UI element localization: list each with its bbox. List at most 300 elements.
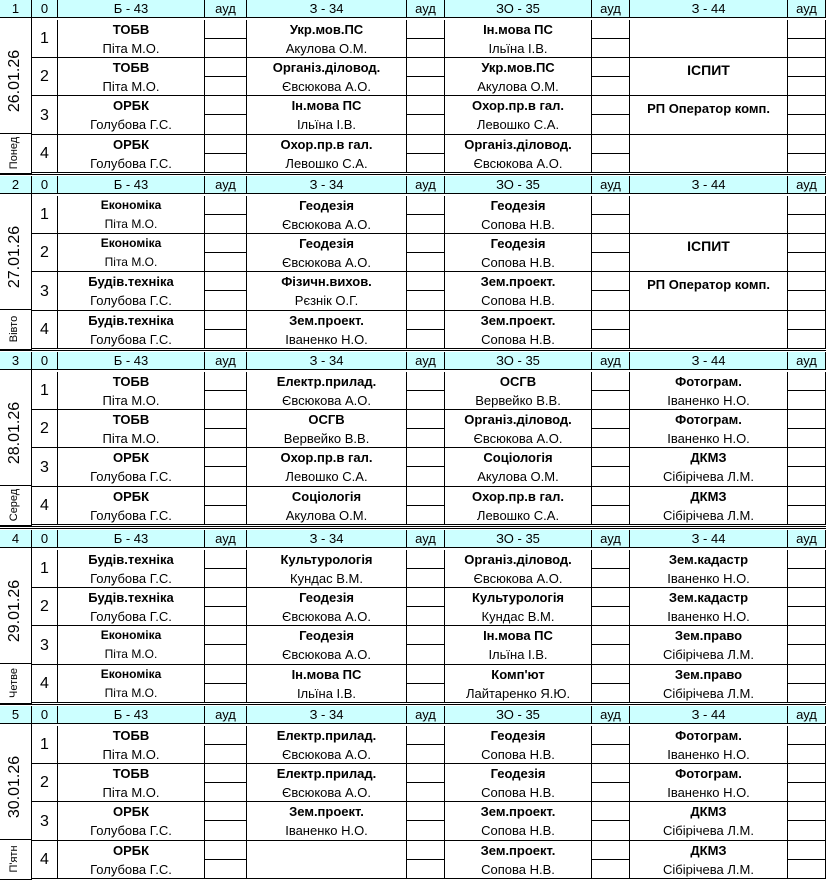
- teacher-name: Іваненко Н.О.: [247, 330, 407, 349]
- room-cell: [592, 253, 630, 272]
- room-cell: [788, 745, 826, 764]
- lesson-number: 4: [32, 665, 58, 703]
- lesson-number: 2: [32, 764, 58, 802]
- day-number: 3: [0, 352, 32, 370]
- teacher-name: Євсюкова А.О.: [445, 569, 592, 588]
- room-cell: [407, 764, 445, 783]
- subject-name: ОРБК: [58, 802, 205, 821]
- room-cell: [592, 39, 630, 58]
- room-cell: [205, 215, 247, 234]
- subject-name: Геодезія: [445, 234, 592, 253]
- room-header: ауд: [205, 352, 247, 370]
- room-cell: [205, 860, 247, 879]
- room-cell: [592, 467, 630, 487]
- teacher-name: Піта М.О.: [58, 39, 205, 58]
- teacher-name: Євсюкова А.О.: [247, 391, 407, 410]
- subject-name: [630, 311, 788, 330]
- room-cell: [407, 645, 445, 665]
- teacher-name: Сопова Н.В.: [445, 291, 592, 311]
- room-cell: [788, 291, 826, 311]
- room-cell: [205, 448, 247, 467]
- lesson-number: 4: [32, 135, 58, 173]
- room-header: ауд: [788, 0, 826, 18]
- subject-name: Охор.пр.в гал.: [445, 96, 592, 115]
- teacher-name: Акулова О.М.: [445, 77, 592, 96]
- teacher-name: Іваненко Н.О.: [630, 783, 788, 802]
- room-cell: [205, 607, 247, 626]
- subject-name: Геодезія: [247, 626, 407, 645]
- room-cell: [592, 841, 630, 860]
- room-cell: [788, 626, 826, 645]
- room-cell: [407, 550, 445, 569]
- header-row: [0, 352, 826, 370]
- room-cell: [788, 841, 826, 860]
- room-cell: [407, 467, 445, 487]
- teacher-name: Іваненко Н.О.: [247, 821, 407, 841]
- subject-name: ТОБВ: [58, 764, 205, 783]
- room-cell: [788, 569, 826, 588]
- weekday-label: П'ятн: [8, 845, 20, 873]
- room-cell: [788, 96, 826, 115]
- room-cell: [205, 39, 247, 58]
- room-header: ауд: [407, 352, 445, 370]
- room-header: ауд: [788, 352, 826, 370]
- room-cell: [788, 154, 826, 173]
- weekday-divider: [0, 663, 32, 664]
- room-cell: [592, 821, 630, 841]
- teacher-name: Лайтаренко Я.Ю.: [445, 684, 592, 703]
- room-cell: [205, 272, 247, 291]
- teacher-name: Акулова О.М.: [247, 506, 407, 525]
- subject-name: Зем.проект.: [247, 311, 407, 330]
- room-header: ауд: [407, 0, 445, 18]
- group-header: Б - 43: [58, 176, 205, 194]
- subject-name: Зем.кадастр: [630, 588, 788, 607]
- lesson-number: 1: [32, 20, 58, 58]
- date-label: 27.01.26: [6, 225, 23, 289]
- room-cell: [788, 77, 826, 96]
- subject-name: Фотограм.: [630, 726, 788, 745]
- teacher-name: Голубова Г.С.: [58, 821, 205, 841]
- teacher-name: Євсюкова А.О.: [247, 607, 407, 626]
- header-row: [0, 176, 826, 194]
- subject-name: Економіка: [58, 234, 205, 253]
- subject-name: Економіка: [58, 665, 205, 684]
- subject-name: Зем.право: [630, 665, 788, 684]
- subject-name: Зем.кадастр: [630, 550, 788, 569]
- teacher-name: Піта М.О.: [58, 684, 205, 703]
- subject-name: Ін.мова ПС: [247, 665, 407, 684]
- room-cell: [407, 115, 445, 135]
- group-header: ЗО - 35: [445, 176, 592, 194]
- lesson-zero: 0: [32, 176, 58, 194]
- teacher-name: Голубова Г.С.: [58, 467, 205, 487]
- subject-name: ОРБК: [58, 448, 205, 467]
- subject-name: Комп'ют: [445, 665, 592, 684]
- room-cell: [205, 726, 247, 745]
- room-cell: [592, 783, 630, 802]
- group-header: З - 34: [247, 530, 407, 548]
- room-cell: [592, 115, 630, 135]
- teacher-name: Сібірічева Л.М.: [630, 645, 788, 665]
- exam-cell: ІСПИТ: [630, 58, 788, 96]
- teacher-name: Іваненко Н.О.: [630, 429, 788, 448]
- room-cell: [205, 487, 247, 506]
- subject-name: Геодезія: [247, 588, 407, 607]
- room-cell: [592, 569, 630, 588]
- teacher-name: Іваненко Н.О.: [630, 745, 788, 764]
- room-cell: [205, 645, 247, 665]
- subject-name: Охор.пр.в гал.: [247, 135, 407, 154]
- teacher-name: Євсюкова А.О.: [247, 77, 407, 96]
- room-header: ауд: [788, 176, 826, 194]
- room-header: ауд: [205, 0, 247, 18]
- room-cell: [788, 215, 826, 234]
- room-cell: [407, 821, 445, 841]
- room-cell: [407, 626, 445, 645]
- room-cell: [407, 77, 445, 96]
- subject-name: Фотограм.: [630, 410, 788, 429]
- room-cell: [205, 745, 247, 764]
- room-header: ауд: [788, 706, 826, 724]
- subject-name: Укр.мов.ПС: [445, 58, 592, 77]
- group-header: З - 44: [630, 0, 788, 18]
- group-header: З - 34: [247, 176, 407, 194]
- room-cell: [592, 726, 630, 745]
- subject-name: ТОБВ: [58, 58, 205, 77]
- room-cell: [407, 745, 445, 764]
- weekday-label: Четве: [8, 668, 20, 698]
- group-header: Б - 43: [58, 530, 205, 548]
- room-cell: [407, 311, 445, 330]
- room-cell: [407, 665, 445, 684]
- lesson-zero: 0: [32, 706, 58, 724]
- room-cell: [205, 550, 247, 569]
- teacher-name: [630, 215, 788, 234]
- teacher-name: Євсюкова А.О.: [247, 253, 407, 272]
- room-cell: [592, 135, 630, 154]
- room-cell: [788, 467, 826, 487]
- group-header: З - 34: [247, 0, 407, 18]
- room-cell: [205, 588, 247, 607]
- room-cell: [788, 783, 826, 802]
- room-cell: [592, 410, 630, 429]
- teacher-name: Рєзнік О.Г.: [247, 291, 407, 311]
- teacher-name: Іваненко Н.О.: [630, 391, 788, 410]
- subject-name: Зем.право: [630, 626, 788, 645]
- day-number: 1: [0, 0, 32, 18]
- room-cell: [407, 588, 445, 607]
- group-header: З - 34: [247, 352, 407, 370]
- teacher-name: Сопова Н.В.: [445, 253, 592, 272]
- teacher-name: Сопова Н.В.: [445, 745, 592, 764]
- room-cell: [407, 272, 445, 291]
- teacher-name: Піта М.О.: [58, 215, 205, 234]
- room-cell: [788, 764, 826, 783]
- room-cell: [407, 487, 445, 506]
- date-column: [0, 194, 32, 350]
- room-cell: [788, 391, 826, 410]
- subject-name: Організ.діловод.: [445, 135, 592, 154]
- subject-name: ДКМЗ: [630, 802, 788, 821]
- teacher-name: Левошко С.А.: [445, 506, 592, 525]
- room-cell: [592, 745, 630, 764]
- teacher-name: Левошко С.А.: [445, 115, 592, 135]
- group-header: З - 44: [630, 706, 788, 724]
- room-cell: [788, 135, 826, 154]
- subject-name: Фотограм.: [630, 764, 788, 783]
- subject-name: Електр.прилад.: [247, 726, 407, 745]
- lesson-number: 4: [32, 841, 58, 879]
- subject-name: [247, 841, 407, 860]
- room-cell: [592, 684, 630, 703]
- teacher-name: Сібірічева Л.М.: [630, 860, 788, 879]
- room-cell: [788, 234, 826, 253]
- room-cell: [592, 20, 630, 39]
- room-cell: [205, 783, 247, 802]
- header-row: [0, 530, 826, 548]
- subject-name: Зем.проект.: [445, 802, 592, 821]
- teacher-name: Голубова Г.С.: [58, 291, 205, 311]
- room-cell: [205, 77, 247, 96]
- teacher-name: Голубова Г.С.: [58, 330, 205, 349]
- room-header: ауд: [592, 706, 630, 724]
- room-cell: [407, 448, 445, 467]
- lesson-zero: 0: [32, 530, 58, 548]
- room-cell: [407, 215, 445, 234]
- weekday-label: Серед: [8, 488, 20, 522]
- teacher-name: [247, 860, 407, 879]
- subject-name: ТОБВ: [58, 372, 205, 391]
- room-cell: [407, 196, 445, 215]
- room-cell: [407, 783, 445, 802]
- teacher-name: Сібірічева Л.М.: [630, 506, 788, 525]
- subject-name: Ін.мова ПС: [247, 96, 407, 115]
- date-label: 26.01.26: [6, 49, 23, 113]
- subject-name: [630, 196, 788, 215]
- group-header: ЗО - 35: [445, 706, 592, 724]
- room-cell: [205, 154, 247, 173]
- group-header: З - 44: [630, 530, 788, 548]
- room-cell: [592, 550, 630, 569]
- subject-name: Геодезія: [445, 764, 592, 783]
- room-cell: [407, 253, 445, 272]
- teacher-name: Піта М.О.: [58, 645, 205, 665]
- teacher-name: Голубова Г.С.: [58, 154, 205, 173]
- room-cell: [205, 665, 247, 684]
- teacher-name: Євсюкова А.О.: [247, 783, 407, 802]
- room-cell: [205, 764, 247, 783]
- teacher-name: Піта М.О.: [58, 77, 205, 96]
- teacher-name: Кундас В.М.: [247, 569, 407, 588]
- subject-name: Організ.діловод.: [247, 58, 407, 77]
- teacher-name: Голубова Г.С.: [58, 506, 205, 525]
- lesson-number: 1: [32, 372, 58, 410]
- teacher-name: Сопова Н.В.: [445, 860, 592, 879]
- subject-name: Зем.проект.: [247, 802, 407, 821]
- room-header: ауд: [592, 0, 630, 18]
- day-block: [0, 706, 826, 882]
- room-header: ауд: [205, 176, 247, 194]
- teacher-name: Піта М.О.: [58, 429, 205, 448]
- subject-name: Ін.мова ПС: [445, 20, 592, 39]
- subject-name: Охор.пр.в гал.: [247, 448, 407, 467]
- room-cell: [205, 58, 247, 77]
- room-cell: [592, 372, 630, 391]
- header-row: [0, 706, 826, 724]
- subject-name: [630, 20, 788, 39]
- teacher-name: Вервейко В.В.: [445, 391, 592, 410]
- weekday-divider: [0, 485, 32, 486]
- teacher-name: Іваненко Н.О.: [630, 569, 788, 588]
- lesson-number: 3: [32, 626, 58, 665]
- subject-cell: РП Оператор комп.: [630, 272, 788, 311]
- room-cell: [788, 272, 826, 291]
- day-block: [0, 352, 826, 528]
- lesson-zero: 0: [32, 0, 58, 18]
- lesson-number: 1: [32, 550, 58, 588]
- room-cell: [788, 802, 826, 821]
- date-column: [0, 18, 32, 174]
- room-cell: [592, 487, 630, 506]
- room-cell: [788, 448, 826, 467]
- teacher-name: Сопова Н.В.: [445, 783, 592, 802]
- teacher-name: Голубова Г.С.: [58, 115, 205, 135]
- room-cell: [205, 372, 247, 391]
- room-cell: [205, 410, 247, 429]
- room-cell: [788, 860, 826, 879]
- subject-name: Охор.пр.в гал.: [445, 487, 592, 506]
- room-cell: [592, 154, 630, 173]
- room-cell: [205, 291, 247, 311]
- teacher-name: Кундас В.М.: [445, 607, 592, 626]
- subject-name: Організ.діловод.: [445, 410, 592, 429]
- subject-name: Геодезія: [247, 234, 407, 253]
- subject-name: [630, 135, 788, 154]
- teacher-name: Голубова Г.С.: [58, 860, 205, 879]
- teacher-name: [630, 330, 788, 349]
- lesson-number: 3: [32, 96, 58, 135]
- room-cell: [205, 841, 247, 860]
- teacher-name: Піта М.О.: [58, 783, 205, 802]
- room-cell: [592, 58, 630, 77]
- room-cell: [592, 506, 630, 525]
- room-cell: [592, 764, 630, 783]
- header-row: [0, 0, 826, 18]
- room-cell: [407, 135, 445, 154]
- room-cell: [592, 665, 630, 684]
- lesson-zero: 0: [32, 352, 58, 370]
- subject-name: ДКМЗ: [630, 487, 788, 506]
- teacher-name: Сібірічева Л.М.: [630, 684, 788, 703]
- room-cell: [205, 196, 247, 215]
- room-cell: [205, 96, 247, 115]
- room-cell: [592, 77, 630, 96]
- group-header: ЗО - 35: [445, 0, 592, 18]
- room-cell: [788, 58, 826, 77]
- subject-cell: РП Оператор комп.: [630, 96, 788, 135]
- room-cell: [788, 645, 826, 665]
- lesson-number: 3: [32, 272, 58, 311]
- subject-name: ДКМЗ: [630, 841, 788, 860]
- group-header: Б - 43: [58, 0, 205, 18]
- lesson-number: 2: [32, 58, 58, 96]
- lesson-number: 1: [32, 196, 58, 234]
- weekday-divider: [0, 133, 32, 134]
- subject-name: Будів.техніка: [58, 550, 205, 569]
- teacher-name: Сібірічева Л.М.: [630, 821, 788, 841]
- room-cell: [205, 626, 247, 645]
- teacher-name: Акулова О.М.: [445, 467, 592, 487]
- room-cell: [407, 39, 445, 58]
- room-cell: [788, 20, 826, 39]
- subject-name: ТОБВ: [58, 410, 205, 429]
- teacher-name: Левошко С.А.: [247, 154, 407, 173]
- room-cell: [592, 607, 630, 626]
- subject-name: Фізичн.вихов.: [247, 272, 407, 291]
- subject-name: Соціологія: [247, 487, 407, 506]
- subject-name: Геодезія: [445, 196, 592, 215]
- lesson-number: 1: [32, 726, 58, 764]
- subject-name: Електр.прилад.: [247, 372, 407, 391]
- subject-name: Укр.мов.ПС: [247, 20, 407, 39]
- room-cell: [407, 58, 445, 77]
- subject-name: Фотограм.: [630, 372, 788, 391]
- group-header: ЗО - 35: [445, 352, 592, 370]
- room-cell: [407, 154, 445, 173]
- group-header: ЗО - 35: [445, 530, 592, 548]
- subject-name: ОРБК: [58, 135, 205, 154]
- room-cell: [788, 607, 826, 626]
- teacher-name: Вервейко В.В.: [247, 429, 407, 448]
- group-header: Б - 43: [58, 352, 205, 370]
- room-cell: [407, 607, 445, 626]
- teacher-name: Ільїна І.В.: [247, 115, 407, 135]
- teacher-name: Євсюкова А.О.: [247, 745, 407, 764]
- group-header: Б - 43: [58, 706, 205, 724]
- room-cell: [407, 410, 445, 429]
- room-header: ауд: [407, 706, 445, 724]
- day-number: 2: [0, 176, 32, 194]
- room-cell: [592, 429, 630, 448]
- lesson-number: 4: [32, 311, 58, 349]
- day-block: [0, 530, 826, 706]
- date-column: [0, 370, 32, 526]
- room-cell: [205, 20, 247, 39]
- subject-name: Економіка: [58, 196, 205, 215]
- room-cell: [205, 391, 247, 410]
- room-cell: [592, 330, 630, 349]
- lesson-number: 2: [32, 234, 58, 272]
- subject-name: ОРБК: [58, 841, 205, 860]
- teacher-name: Євсюкова А.О.: [445, 429, 592, 448]
- teacher-name: Піта М.О.: [58, 745, 205, 764]
- subject-name: Зем.проект.: [445, 841, 592, 860]
- room-cell: [407, 96, 445, 115]
- room-cell: [205, 467, 247, 487]
- date-label: 30.01.26: [6, 755, 23, 819]
- room-cell: [788, 429, 826, 448]
- teacher-name: Іваненко Н.О.: [630, 607, 788, 626]
- room-cell: [592, 196, 630, 215]
- teacher-name: Євсюкова А.О.: [247, 645, 407, 665]
- subject-name: Будів.техніка: [58, 311, 205, 330]
- lesson-number: 2: [32, 588, 58, 626]
- room-cell: [407, 429, 445, 448]
- room-cell: [205, 311, 247, 330]
- teacher-name: Ільїна І.В.: [445, 645, 592, 665]
- teacher-name: [630, 39, 788, 58]
